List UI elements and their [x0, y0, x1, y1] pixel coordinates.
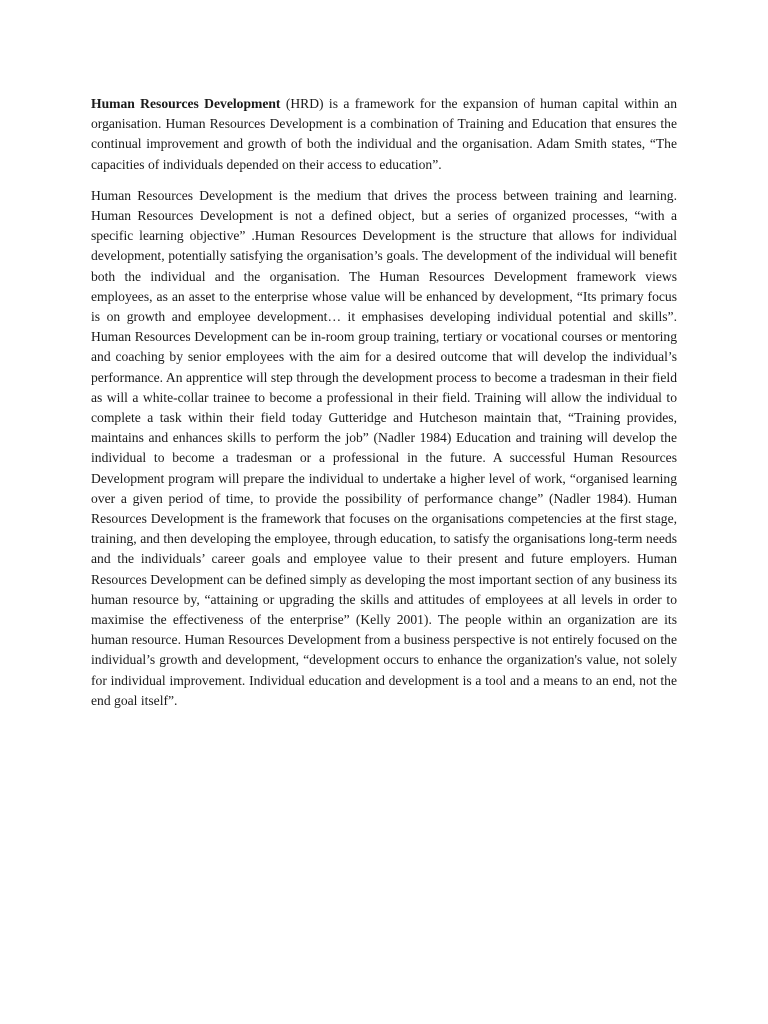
document-page [91, 94, 677, 722]
paragraph-intro [91, 94, 677, 175]
paragraph-body: Human Resources Development is the medium that drives the process between training and learning. Human Resources Development is not a defined object, but a series of organized processes, “with a specific learning objective” .Human Resources Development is the structure that allows for individual development, potentially satisfying the organisation’s goals. The development of the individual will benefit both the individual and the organisation. The Human Resources Development framework views employees, as an asset to the enterprise whose value will be enhanced by development, “Its primary focus is on growth and employee development… it emphasises developing individual potential and skills”. Human Resources Development can be in-room group training, tertiary or vocational courses or mentoring and coaching by senior employees with the aim for a desired outcome that will develop the individual’s performance. An apprentice will step through the development process to become a tradesman in their field as will a white-collar trainee to become a professional in their field. Training will allow the individual to complete a task within their field today Gutteridge and Hutcheson maintain that, “Training provides, maintains and enhances skills to perform the job” (Nadler 1984) Education and training will develop the individual to become a tradesman or a professional in the future. A successful Human Resources Development program will prepare the individual to undertake a higher level of work, “organised learning over a given period of time, to provide the possibility of performance change” (Nadler 1984). Human Resources Development is the framework that focuses on the organisations competencies at the first stage, training, and then developing the employee, through education, to satisfy the organisations long-term needs and the individuals’ career goals and employee value to their present and future employers. Human Resources Development can be defined simply as developing the most important section of any business its human resource by, “attaining or upgrading the skills and attitudes of employees at all levels in order to maximise the effectiveness of the enterprise” (Kelly 2001). The people within an organization are its human resource. Human Resources Development from a business perspective is not entirely focused on the individual’s growth and development, “development occurs to enhance the organization's value, not solely for individual improvement. Individual education and development is a tool and a means to an end, not the end goal itself”. [91, 187, 677, 708]
term-hrd: Human Resources Development [91, 96, 281, 111]
paragraph-intro-text: (HRD) is a framework for the expansion of human capital within an organisation. Human Resources Development is a combination of Training and Education that ensures the continual improvement and growth of both the individual and the organisation. Adam Smith states, “The capacities of individuals depended on their access to education”. [91, 96, 678, 172]
